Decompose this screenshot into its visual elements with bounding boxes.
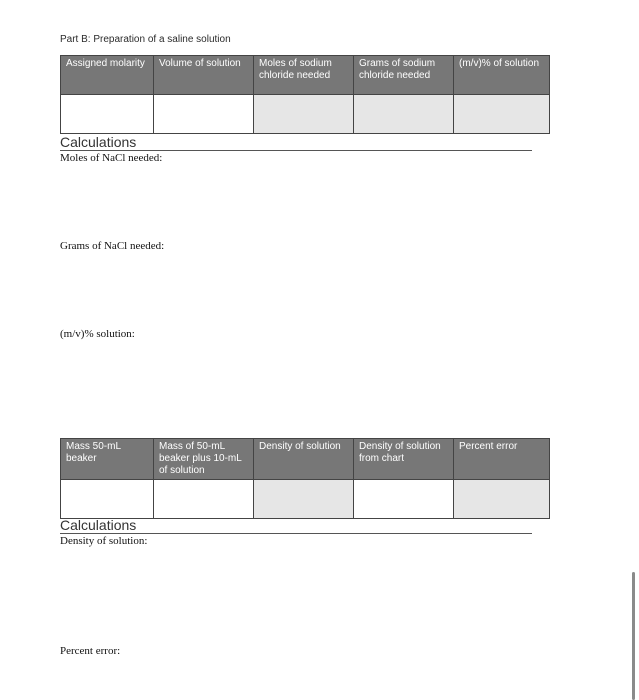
header-mass-beaker: Mass 50-mL beaker bbox=[61, 439, 154, 480]
cell-percent-error[interactable] bbox=[454, 480, 550, 519]
cell-grams-nacl[interactable] bbox=[354, 95, 454, 134]
table-row bbox=[61, 95, 550, 134]
cell-density-from-chart[interactable] bbox=[354, 480, 454, 519]
density-of-solution-label: Density of solution: bbox=[60, 535, 148, 547]
density-table bbox=[60, 438, 550, 519]
saline-preparation-table bbox=[60, 55, 550, 134]
header-mass-beaker-plus-solution: Mass of 50-mL beaker plus 10-mL of solution bbox=[154, 439, 254, 480]
moles-nacl-label: Moles of NaCl needed: bbox=[60, 152, 163, 164]
cell-assigned-molarity[interactable] bbox=[61, 95, 154, 134]
header-moles-nacl: Moles of sodium chloride needed bbox=[254, 56, 354, 95]
header-density-from-chart: Density of solution from chart bbox=[354, 439, 454, 480]
header-percent-error: Percent error bbox=[454, 439, 550, 480]
table-header-row bbox=[61, 439, 550, 480]
part-title: Part B: Preparation of a saline solution bbox=[60, 34, 231, 45]
cell-moles-nacl[interactable] bbox=[254, 95, 354, 134]
grams-nacl-label: Grams of NaCl needed: bbox=[60, 240, 165, 252]
mv-solution-label: (m/v)% solution: bbox=[60, 328, 135, 340]
header-grams-nacl: Grams of sodium chloride needed bbox=[354, 56, 454, 95]
cell-mass-beaker[interactable] bbox=[61, 480, 154, 519]
header-mv-percent: (m/v)% of solution bbox=[454, 56, 550, 95]
calculations-heading: Calculations bbox=[60, 134, 532, 151]
table-row bbox=[61, 480, 550, 519]
table-header-row bbox=[61, 56, 550, 95]
cell-mv-percent[interactable] bbox=[454, 95, 550, 134]
percent-error-label: Percent error: bbox=[60, 645, 121, 657]
cell-density-of-solution[interactable] bbox=[254, 480, 354, 519]
header-volume-of-solution: Volume of solution bbox=[154, 56, 254, 95]
header-density-of-solution: Density of solution bbox=[254, 439, 354, 480]
header-assigned-molarity: Assigned molarity bbox=[61, 56, 154, 95]
scrollbar[interactable] bbox=[632, 572, 635, 700]
cell-volume-of-solution[interactable] bbox=[154, 95, 254, 134]
calculations-heading: Calculations bbox=[60, 517, 532, 534]
cell-mass-beaker-plus-solution[interactable] bbox=[154, 480, 254, 519]
